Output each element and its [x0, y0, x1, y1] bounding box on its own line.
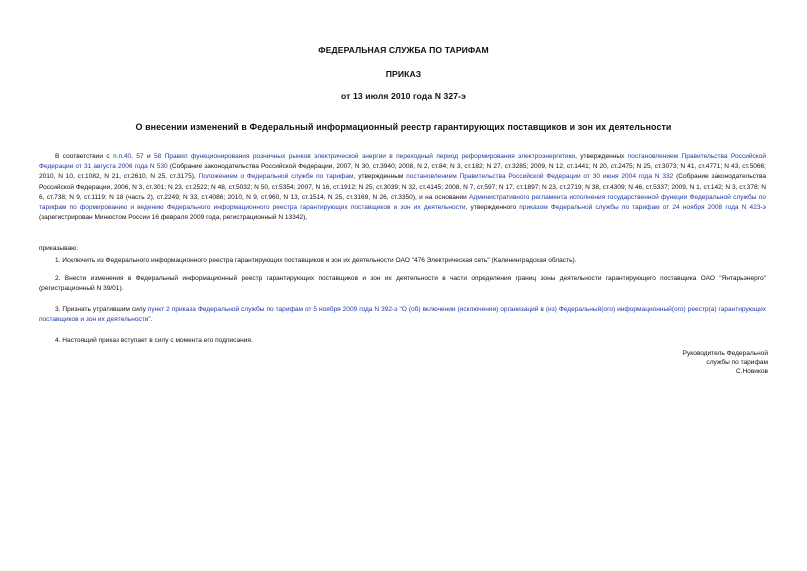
preamble-text: (зарегистрирован Минюстом России 16 февраля 2009 года, регистрационный N 13342), — [39, 214, 308, 222]
item-3-text: 3. Признать утратившим силу — [55, 306, 148, 313]
link-retail-market-rules[interactable]: 58 Правил функционирования розничных рынков электрической энергии в переходный период реформирования электроэнергетики — [154, 153, 576, 160]
order-word: приказываю: — [39, 245, 78, 252]
link-resolution-332[interactable]: постановлением Правительства Российской Федерации от 30 июня 2004 года N 332 — [406, 173, 674, 181]
link-rules-clauses[interactable]: п.п.40, 57 — [113, 153, 144, 160]
link-resolution-530[interactable]: постановлением Правительства Российской Федерации от 31 августа 2006 года N 530 — [39, 153, 767, 171]
item-3-text-end: . — [150, 316, 153, 324]
preamble-text: , утвержденным — [353, 173, 407, 181]
preamble-paragraph — [39, 152, 766, 223]
document-title: О внесении изменений в Федеральный информационный реестр гарантирующих поставщиков и зон их деятельности — [135, 122, 672, 132]
signatory-position-line2: службы по тарифам — [706, 359, 768, 366]
preamble-text: , утвержденного — [465, 204, 520, 212]
signatory-name: С.Новиков — [735, 368, 768, 375]
agency-name: ФЕДЕРАЛЬНАЯ СЛУЖБА ПО ТАРИФАМ — [318, 45, 489, 55]
preamble-text: , утвержденных — [575, 153, 628, 160]
link-fst-regulation[interactable]: Положением о Федеральной службе по тарифам — [198, 173, 354, 181]
order-item-3 — [39, 305, 766, 325]
link-order-392e-clause[interactable]: пункт 2 приказа Федеральной службы по тарифам от 5 ноября 2009 года N 392-э "О (об) включении (исключении) организаций в (из) Федеральный(ого) информационный(ого) реестр(а) гарантирующих поставщиков и зон их деятельности" — [39, 306, 766, 324]
preamble-text: В соответствии с — [55, 153, 114, 160]
document-date-number: от 13 июля 2010 года N 327-э — [341, 91, 466, 101]
document-type: ПРИКАЗ — [385, 69, 422, 79]
link-admin-regulation[interactable]: Административного регламента исполнения государственной функции Федеральной службы по тарифам по формированию и ведению Федерального информационного реестра гарантирующих поставщиков и зон их деятельности — [39, 193, 766, 212]
preamble-text: (Собрание законодательства Российской Федерации, 2006, N 3, ст.301; N 23, ст.2522; N 48, ст.5032; N 50, ст.5354; 2007, N 16, ст.1912; N 25, ст.3039; N 32, ст.4145; 2008, N 7, ст.597; N 17, ст.1897; N 23, ст.2719; N 38, ст.4309; N 46, ст.5337; 2009, N 1, ст.142; N 3, ст.378; N 6, ст.738; N 9, ст.1119; N 18 (часть 2), ст.2249; N 33, ст.4086; 2010, N 9, ст.960, N 13, ст.1514, N 25, ст.3169, N 26, ст.3350), и на основании — [39, 173, 766, 201]
preamble-text: (Собрание законодательства Российской Федерации, 2007, N 30, ст.3940; 2008, N 2, ст.84; N 3, ст.182; N 27, ст.3285; 2009, N 12, ст.1441; N 20, ст.2475; N 25, ст.3073; N 41, ст.4771; N 43, ст.5066; 2010, N 10, ст.1082, N 21, ст.2610, N 25, ст.3175), — [39, 163, 766, 181]
order-item-1: 1. Исключить из Федерального информационного реестра гарантирующих поставщиков и зон их деятельности ОАО "476 Электрическая сеть" (Калининградская область). — [55, 257, 577, 264]
order-item-2: 2. Внести изменения в Федеральный информационный реестр гарантирующих поставщиков и зон их деятельности в части определения границ зоны деятельности гарантирующего поставщика ОАО "Янтарьэнерго" (регистрационный N 39/01). — [39, 275, 766, 293]
preamble-text: и — [143, 153, 154, 160]
signatory-position-line1: Руководитель Федеральной — [682, 350, 768, 357]
order-item-4: 4. Настоящий приказ вступает в силу с момента его подписания. — [55, 337, 253, 344]
link-order-423e[interactable]: приказом Федеральной службы по тарифам от 24 ноября 2008 года N 423-э — [519, 204, 767, 212]
